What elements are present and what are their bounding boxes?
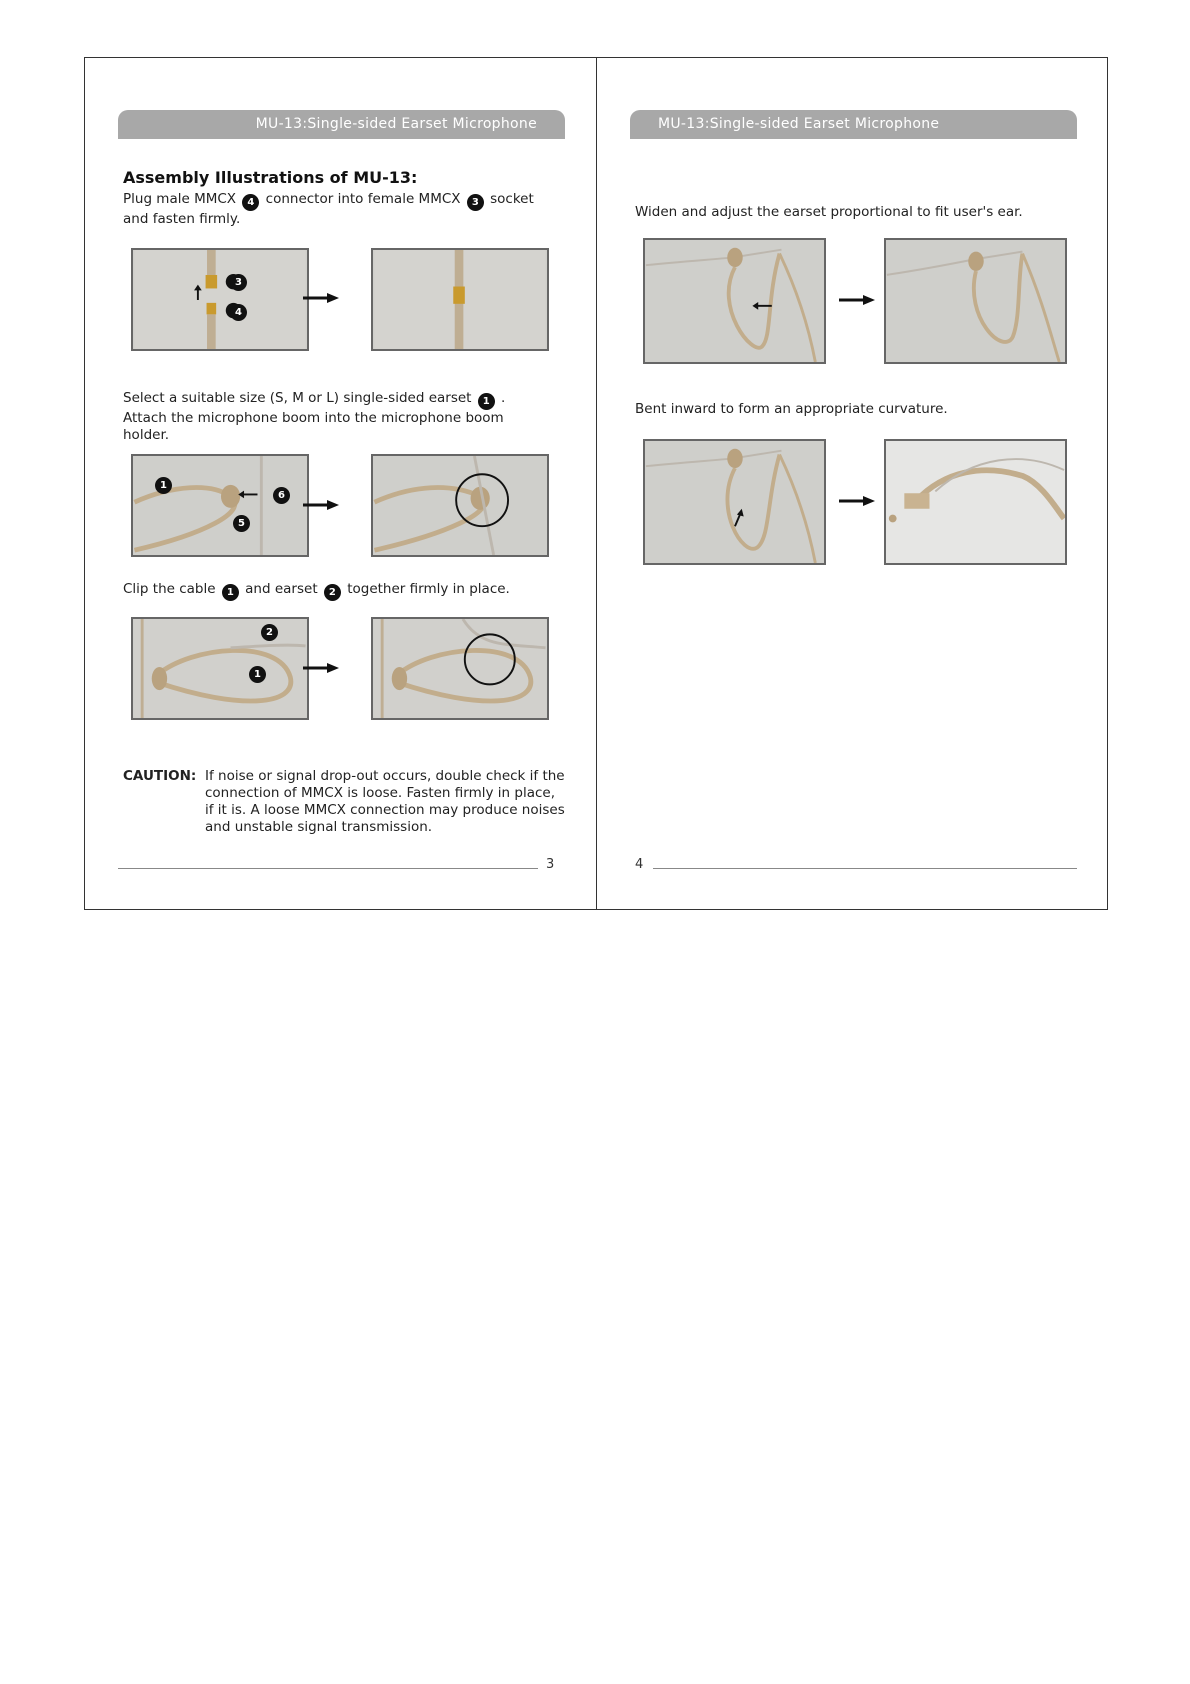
step5-instruction: Bent inward to form an appropriate curvature. [635,401,948,417]
arrow-right-icon [303,292,339,304]
step1-photo-after [371,248,549,351]
step5-photo-after [884,439,1067,565]
callout-number: 1 [478,393,495,410]
callout-number: 2 [261,624,278,641]
arrow-right-icon [839,294,875,306]
step4-photo-after [884,238,1067,364]
step2-instruction: Select a suitable size (S, M or L) single-sided earset 1 . Attach the microphone boom into the microphone boom holder. [123,390,506,443]
page-number: 4 [635,857,644,872]
step5-photo-before [643,439,826,565]
footer-rule [118,868,538,869]
step1-photo-before [131,248,309,351]
step3-instruction: Clip the cable 1 and earset 2 together firmly in place. [123,581,563,601]
step3-photo-before [131,617,309,720]
step4-photo-before [643,238,826,364]
callout-number: 3 [467,194,484,211]
callout-number: 1 [249,666,266,683]
callout-number: 4 [230,304,247,321]
arrow-right-icon [303,499,339,511]
page-4 [597,58,1109,909]
caution-note [123,768,565,835]
page-header: MU-13:Single-sided Earset Microphone [118,110,565,139]
caution-text: If noise or signal drop-out occurs, double check if the connection of MMCX is loose. Fasten firmly in place, if it is. A loose MMCX connection may produce noises and unstable signal transmission. [205,768,565,835]
callout-number: 4 [242,194,259,211]
step2-photo-after [371,454,549,557]
callout-number: 6 [273,487,290,504]
step2-photo-before [131,454,309,557]
callout-number: 5 [233,515,250,532]
callout-number: 1 [155,477,172,494]
step1-instruction: Plug male MMCX 4 connector into female MMCX 3 socket and fasten firmly. [123,191,534,227]
callout-number: 3 [230,274,247,291]
caution-label: CAUTION: [123,768,197,784]
section-title: Assembly Illustrations of MU-13: [123,168,418,187]
page-divider [596,57,597,910]
page-number: 3 [546,857,555,872]
page-3 [85,58,597,909]
arrow-right-icon [839,495,875,507]
step4-instruction: Widen and adjust the earset proportional to fit user's ear. [635,204,1023,220]
callout-number: 1 [222,584,239,601]
footer-rule [653,868,1077,869]
callout-number: 2 [324,584,341,601]
arrow-right-icon [303,662,339,674]
step3-photo-after [371,617,549,720]
page-header: MU-13:Single-sided Earset Microphone [630,110,1077,139]
